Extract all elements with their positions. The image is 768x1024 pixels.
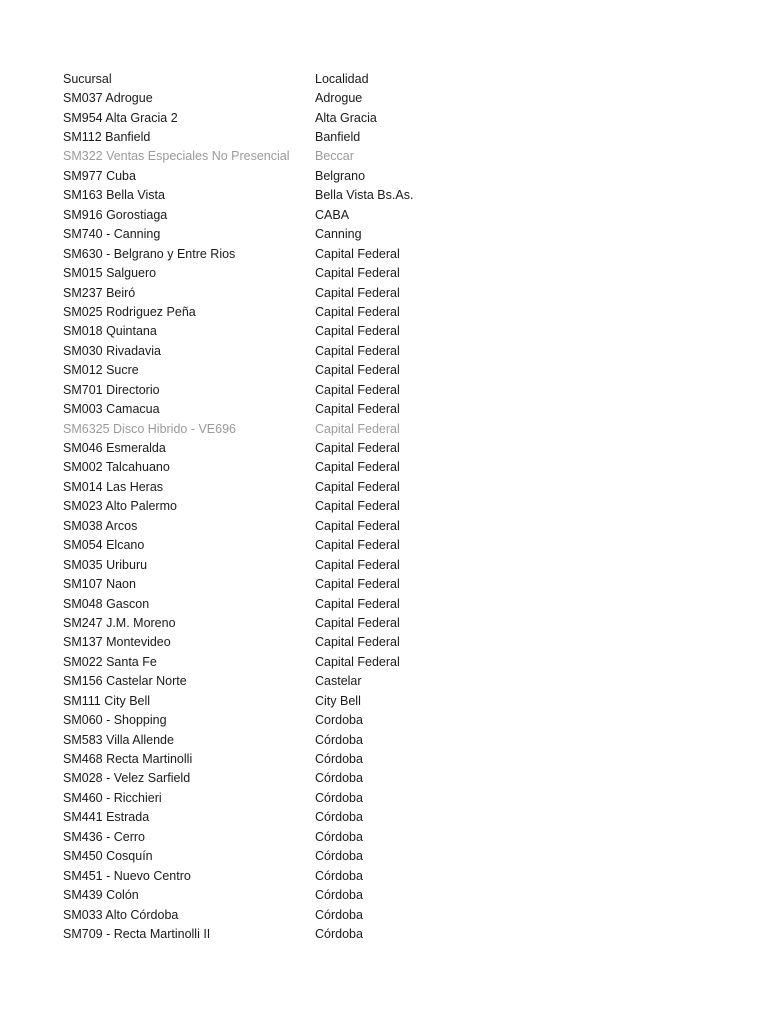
cell-sucursal: SM023 Alto Palermo <box>63 499 177 514</box>
cell-sucursal: SM048 Gascon <box>63 596 150 611</box>
cell-sucursal: SM012 Sucre <box>63 363 139 378</box>
cell-sucursal: SM322 Ventas Especiales No Presencial <box>63 149 290 164</box>
cell-sucursal: SM954 Alta Gracia 2 <box>63 110 178 125</box>
cell-sucursal: SM112 Banfield <box>63 130 151 145</box>
cell-localidad: Capital Federal <box>315 343 400 358</box>
cell-localidad: Córdoba <box>315 888 363 903</box>
table-row <box>63 361 623 380</box>
cell-localidad: Beccar <box>315 149 354 164</box>
cell-localidad: Capital Federal <box>315 304 400 319</box>
cell-localidad: Córdoba <box>315 732 363 747</box>
cell-sucursal: SM035 Uriburu <box>63 557 148 572</box>
cell-sucursal: SM111 City Bell <box>63 693 151 708</box>
cell-localidad: Bella Vista Bs.As. <box>315 188 414 203</box>
cell-localidad: Banfield <box>315 130 361 145</box>
cell-sucursal: SM916 Gorostiaga <box>63 207 168 222</box>
table-row <box>63 497 623 516</box>
cell-localidad: Adrogue <box>315 91 363 106</box>
table-row <box>63 438 623 457</box>
cell-localidad: Córdoba <box>315 810 363 825</box>
cell-localidad: Capital Federal <box>315 577 400 592</box>
cell-localidad: Córdoba <box>315 829 363 844</box>
table-row <box>63 633 623 652</box>
cell-sucursal: SM247 J.M. Moreno <box>63 615 176 630</box>
cell-localidad: Capital Federal <box>315 421 400 436</box>
cell-sucursal: SM701 Directorio <box>63 382 160 397</box>
cell-localidad: Capital Federal <box>315 596 400 611</box>
table-row <box>63 205 623 224</box>
table-row <box>63 905 623 924</box>
table-row <box>63 419 623 438</box>
table-row <box>63 827 623 846</box>
cell-sucursal: SM022 Santa Fe <box>63 654 157 669</box>
column-header-localidad: Localidad <box>315 71 369 86</box>
table-row <box>63 652 623 671</box>
table-row <box>63 166 623 185</box>
table-row <box>63 672 623 691</box>
cell-localidad: Capital Federal <box>315 557 400 572</box>
cell-sucursal: SM709 - Recta Martinolli II <box>63 926 211 941</box>
cell-localidad: Córdoba <box>315 849 363 864</box>
cell-sucursal: SM439 Colón <box>63 888 139 903</box>
table-header-row <box>63 69 623 88</box>
table-row <box>63 88 623 107</box>
table-row <box>63 147 623 166</box>
table-body <box>63 88 623 943</box>
cell-sucursal: SM037 Adrogue <box>63 91 153 106</box>
table-row <box>63 710 623 729</box>
table-row <box>63 399 623 418</box>
cell-localidad: Córdoba <box>315 790 363 805</box>
table-row <box>63 108 623 127</box>
table-row <box>63 574 623 593</box>
cell-localidad: Capital Federal <box>315 635 400 650</box>
table-row <box>63 847 623 866</box>
cell-localidad: Córdoba <box>315 752 363 767</box>
cell-sucursal: SM014 Las Heras <box>63 479 164 494</box>
cell-sucursal: SM107 Naon <box>63 577 136 592</box>
cell-sucursal: SM436 - Cerro <box>63 829 145 844</box>
table-row <box>63 924 623 943</box>
table-row <box>63 808 623 827</box>
cell-sucursal: SM630 - Belgrano y Entre Rios <box>63 246 236 261</box>
cell-sucursal: SM018 Quintana <box>63 324 157 339</box>
table-row <box>63 516 623 535</box>
cell-sucursal: SM038 Arcos <box>63 518 138 533</box>
cell-sucursal: SM060 - Shopping <box>63 713 167 728</box>
column-header-sucursal: Sucursal <box>63 71 112 86</box>
cell-sucursal: SM441 Estrada <box>63 810 150 825</box>
cell-localidad: City Bell <box>315 693 361 708</box>
cell-sucursal: SM028 - Velez Sarfield <box>63 771 191 786</box>
table-row <box>63 477 623 496</box>
cell-localidad: Córdoba <box>315 907 363 922</box>
cell-localidad: Capital Federal <box>315 615 400 630</box>
table-row <box>63 322 623 341</box>
cell-sucursal: SM033 Alto Córdoba <box>63 907 179 922</box>
cell-sucursal: SM054 Elcano <box>63 538 145 553</box>
table-row <box>63 691 623 710</box>
table-row <box>63 225 623 244</box>
cell-sucursal: SM468 Recta Martinolli <box>63 752 193 767</box>
table-row <box>63 594 623 613</box>
table-row <box>63 302 623 321</box>
table-row <box>63 613 623 632</box>
table-row <box>63 769 623 788</box>
cell-localidad: Córdoba <box>315 868 363 883</box>
cell-sucursal: SM025 Rodriguez Peña <box>63 304 196 319</box>
cell-localidad: Capital Federal <box>315 479 400 494</box>
cell-sucursal: SM583 Villa Allende <box>63 732 174 747</box>
cell-localidad: CABA <box>315 207 350 222</box>
table-row <box>63 885 623 904</box>
branch-table <box>63 69 623 944</box>
cell-localidad: Capital Federal <box>315 246 400 261</box>
table-row <box>63 749 623 768</box>
cell-localidad: Alta Gracia <box>315 110 377 125</box>
table-row <box>63 458 623 477</box>
cell-localidad: Capital Federal <box>315 460 400 475</box>
table-row <box>63 341 623 360</box>
cell-sucursal: SM137 Montevideo <box>63 635 171 650</box>
table-row <box>63 730 623 749</box>
table-row <box>63 536 623 555</box>
table-row <box>63 380 623 399</box>
cell-sucursal: SM740 - Canning <box>63 227 161 242</box>
cell-localidad: Cordoba <box>315 713 363 728</box>
cell-localidad: Capital Federal <box>315 538 400 553</box>
cell-sucursal: SM450 Cosquín <box>63 849 153 864</box>
cell-localidad: Córdoba <box>315 771 363 786</box>
cell-localidad: Canning <box>315 227 362 242</box>
table-row <box>63 186 623 205</box>
cell-sucursal: SM451 - Nuevo Centro <box>63 868 191 883</box>
table-row <box>63 788 623 807</box>
cell-localidad: Belgrano <box>315 168 366 183</box>
cell-sucursal: SM015 Salguero <box>63 266 157 281</box>
cell-localidad: Capital Federal <box>315 285 400 300</box>
cell-localidad: Capital Federal <box>315 402 400 417</box>
cell-sucursal: SM237 Beiró <box>63 285 136 300</box>
cell-localidad: Córdoba <box>315 926 363 941</box>
cell-sucursal: SM6325 Disco Hibrido - VE696 <box>63 421 236 436</box>
cell-localidad: Capital Federal <box>315 324 400 339</box>
cell-sucursal: SM977 Cuba <box>63 168 136 183</box>
cell-localidad: Capital Federal <box>315 499 400 514</box>
table-row <box>63 555 623 574</box>
cell-localidad: Capital Federal <box>315 441 400 456</box>
cell-localidad: Castelar <box>315 674 362 689</box>
table-row <box>63 283 623 302</box>
cell-sucursal: SM156 Castelar Norte <box>63 674 187 689</box>
cell-sucursal: SM460 - Ricchieri <box>63 790 162 805</box>
cell-sucursal: SM030 Rivadavia <box>63 343 161 358</box>
cell-sucursal: SM002 Talcahuano <box>63 460 170 475</box>
table-row <box>63 866 623 885</box>
cell-sucursal: SM046 Esmeralda <box>63 441 166 456</box>
table-row <box>63 127 623 146</box>
table-row <box>63 244 623 263</box>
cell-sucursal: SM163 Bella Vista <box>63 188 165 203</box>
cell-localidad: Capital Federal <box>315 654 400 669</box>
cell-localidad: Capital Federal <box>315 382 400 397</box>
table-row <box>63 263 623 282</box>
cell-localidad: Capital Federal <box>315 266 400 281</box>
cell-sucursal: SM003 Camacua <box>63 402 160 417</box>
cell-localidad: Capital Federal <box>315 518 400 533</box>
cell-localidad: Capital Federal <box>315 363 400 378</box>
